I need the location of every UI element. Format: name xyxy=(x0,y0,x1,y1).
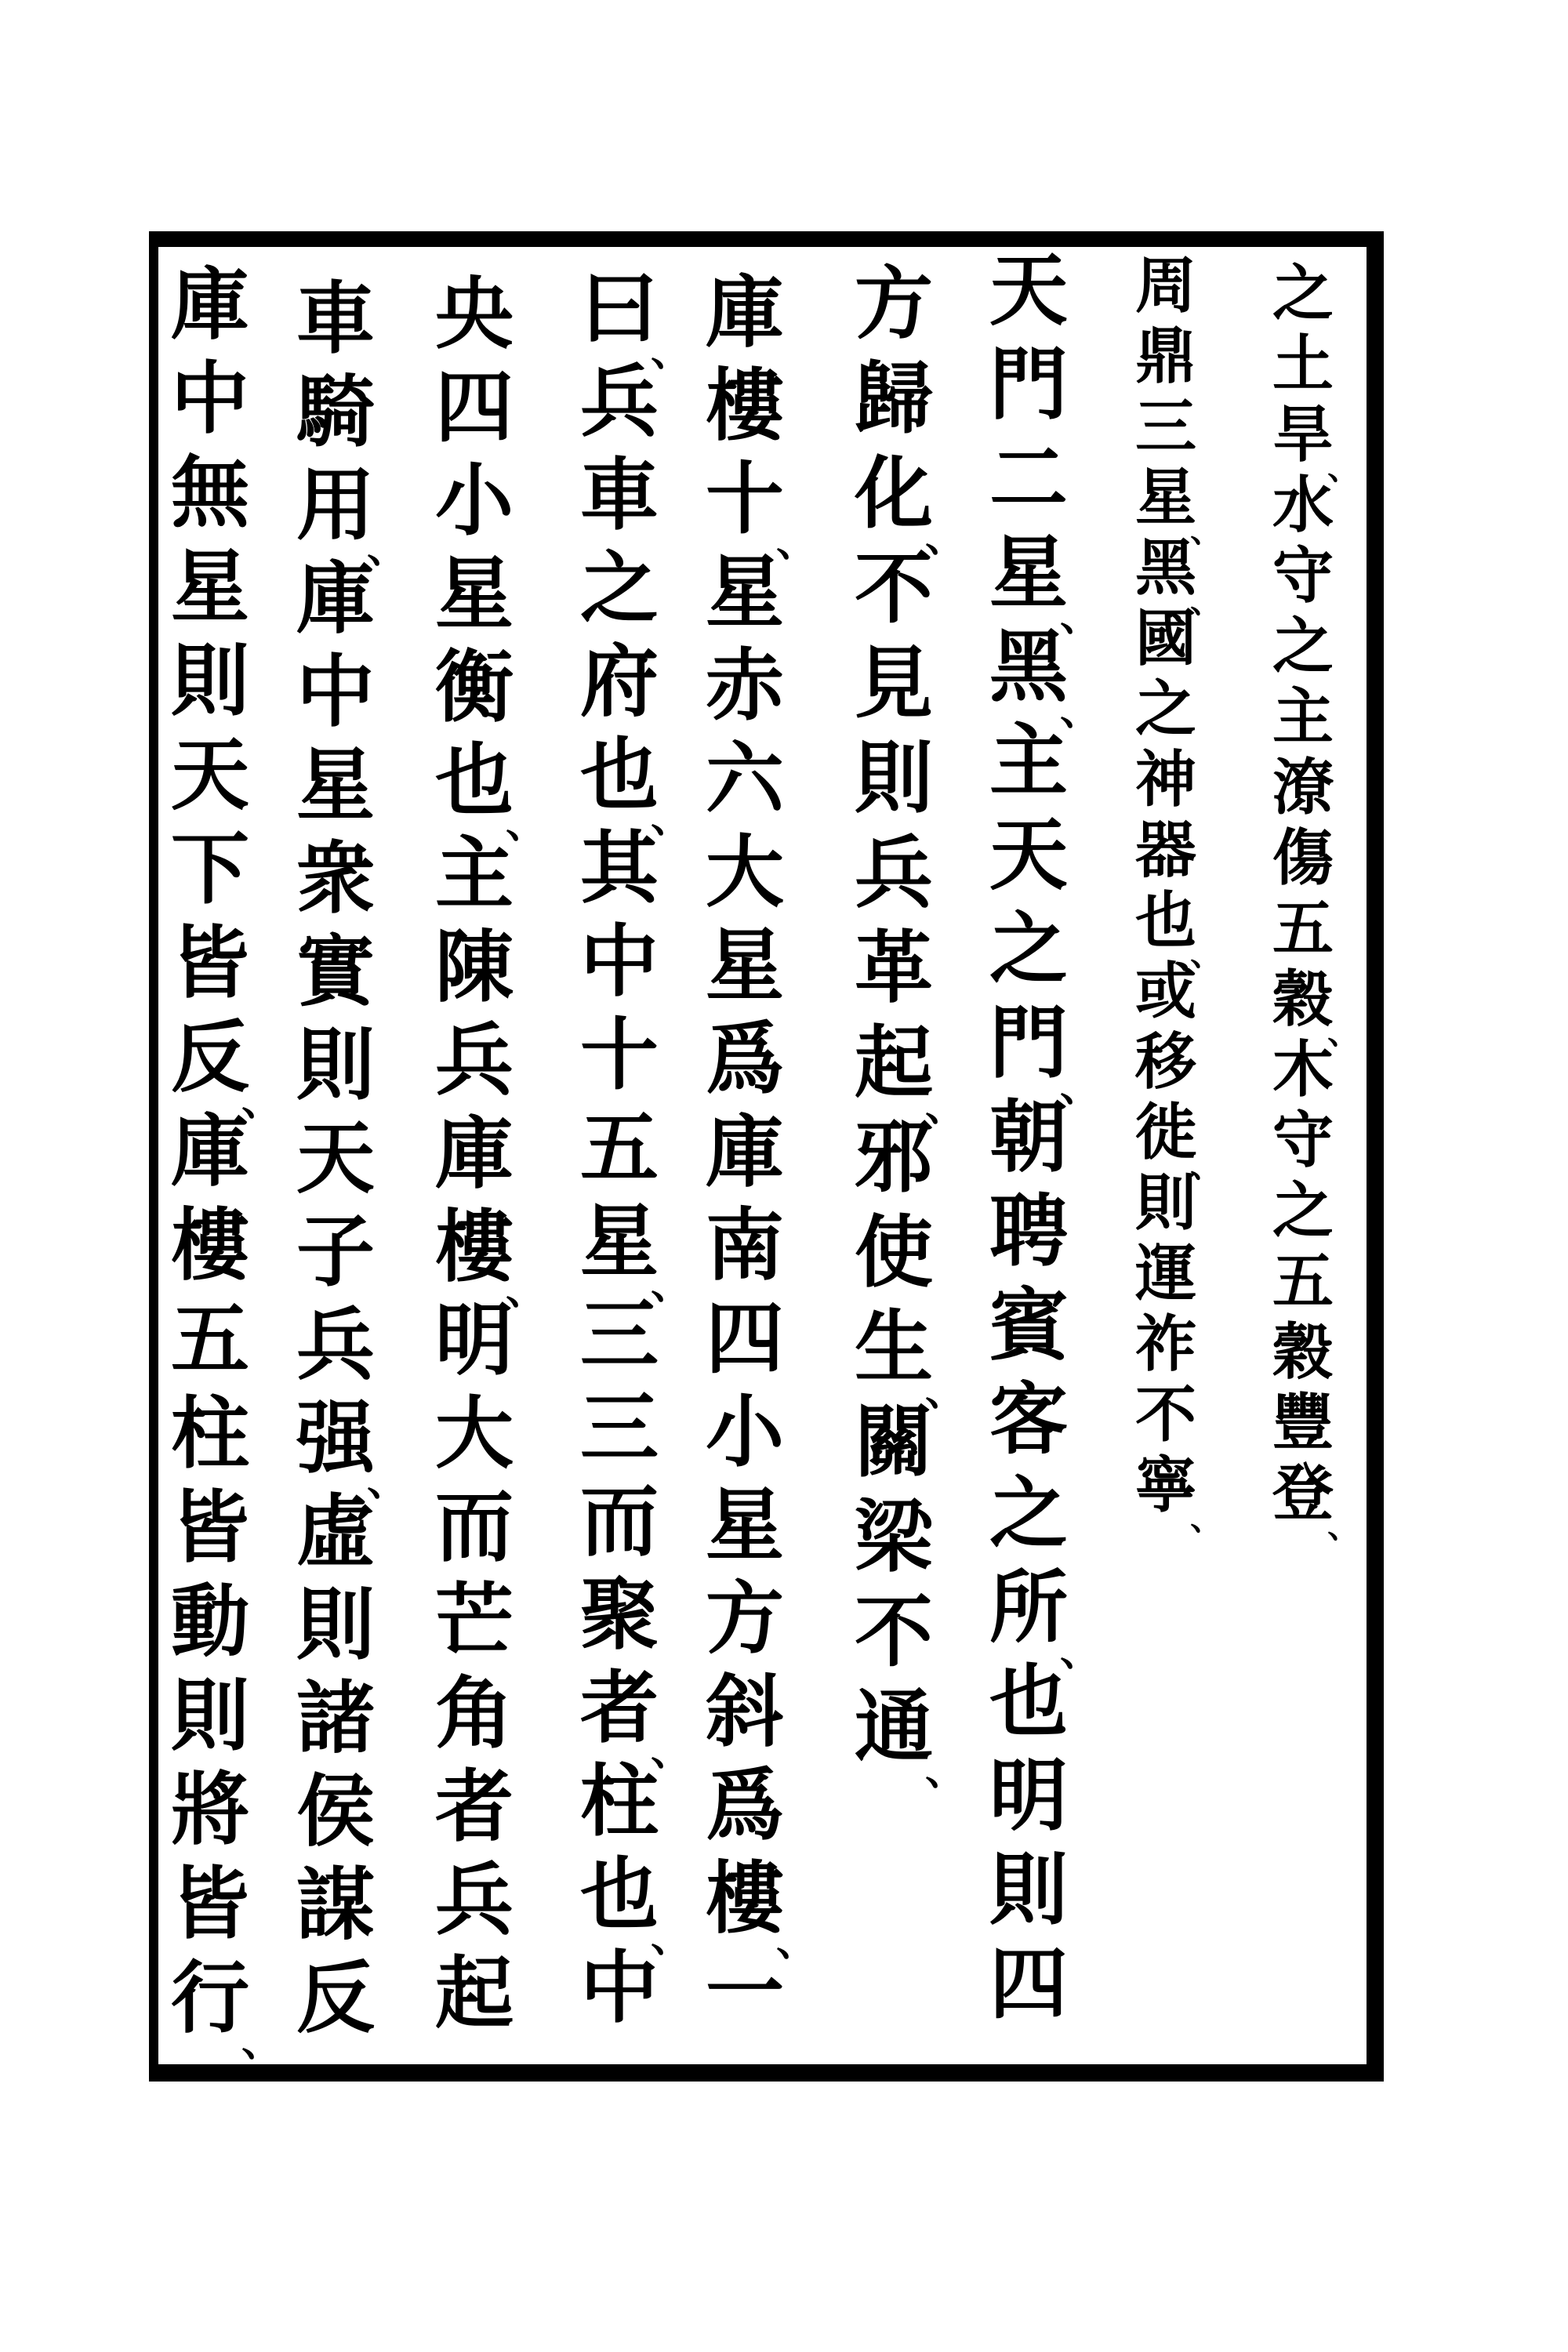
reading-mark: 、 xyxy=(925,516,967,561)
char: 也 xyxy=(435,738,514,825)
char: 子 xyxy=(296,1209,375,1296)
char: 反 xyxy=(171,1014,249,1102)
char: 皆 xyxy=(171,1485,249,1572)
char: 星 xyxy=(989,530,1068,617)
char: 無 xyxy=(171,450,249,537)
char: 守 xyxy=(1272,542,1334,610)
char: 則 xyxy=(296,1582,375,1669)
char: 衆 xyxy=(296,836,375,923)
char: 芒 xyxy=(435,1577,514,1664)
char: 化 xyxy=(855,451,933,538)
char: 則 xyxy=(989,1847,1068,1934)
char: 通 xyxy=(855,1684,933,1771)
char: 朝 xyxy=(989,1094,1068,1181)
char: 諸 xyxy=(296,1675,375,1762)
char: 生 xyxy=(855,1305,933,1392)
char: 庫 xyxy=(706,270,784,357)
char: 則 xyxy=(171,1673,249,1760)
char: 天 xyxy=(989,248,1068,335)
char: 兵 xyxy=(435,1857,514,1944)
char: 四 xyxy=(435,365,514,452)
reading-mark: 、 xyxy=(506,802,547,847)
char: 主 xyxy=(1272,683,1334,751)
char: 兵 xyxy=(855,830,933,917)
char: 則 xyxy=(855,735,933,822)
char: 赤 xyxy=(706,643,784,730)
char: 神 xyxy=(1134,746,1196,814)
char: 反 xyxy=(296,1955,375,2042)
char: 運 xyxy=(1134,1240,1196,1308)
char: 聚 xyxy=(580,1572,659,1659)
char: 曰 xyxy=(580,266,659,353)
char: 虛 xyxy=(296,1489,375,1576)
char: 謀 xyxy=(296,1862,375,1949)
char: 穀 xyxy=(1272,1318,1334,1386)
char: 登 xyxy=(1272,1459,1334,1527)
reading-mark: 、 xyxy=(1060,595,1102,640)
char: 三 xyxy=(1134,393,1196,461)
char: 中 xyxy=(296,649,375,736)
reading-mark: 、 xyxy=(1190,583,1223,619)
char: 小 xyxy=(706,1389,784,1476)
char: 主 xyxy=(435,831,514,918)
char: 下 xyxy=(171,826,249,913)
char: 中 xyxy=(580,919,659,1006)
char: 潦 xyxy=(1272,753,1334,822)
char: 之 xyxy=(1272,260,1334,328)
reading-mark: 、 xyxy=(651,1916,692,1961)
char: 明 xyxy=(989,1753,1068,1840)
char: 者 xyxy=(580,1665,659,1752)
char: 星 xyxy=(706,1483,784,1570)
char: 所 xyxy=(989,1565,1068,1652)
char: 庫 xyxy=(706,1109,784,1196)
text-column-5 xyxy=(696,267,818,2039)
char: 强 xyxy=(296,1396,375,1483)
char: 中 xyxy=(580,1945,659,2032)
char: 木 xyxy=(1272,1036,1334,1104)
char: 天 xyxy=(296,1116,375,1203)
char: 方 xyxy=(706,1576,784,1663)
char: 小 xyxy=(435,458,514,545)
char: 柱 xyxy=(580,1759,659,1846)
char: 衡 xyxy=(435,644,514,731)
char: 梁 xyxy=(855,1494,933,1581)
char: 豐 xyxy=(1272,1388,1334,1457)
char: 星 xyxy=(706,923,784,1010)
char: 關 xyxy=(855,1399,933,1486)
char: 四 xyxy=(989,1941,1068,2028)
reading-mark: 、 xyxy=(925,1749,967,1794)
char: 門 xyxy=(989,342,1068,429)
char: 明 xyxy=(435,1298,514,1385)
char: 星 xyxy=(580,1199,659,1286)
reading-mark: 、 xyxy=(1327,449,1360,486)
char: 兵 xyxy=(296,1302,375,1389)
char: 祚 xyxy=(1134,1310,1196,1378)
char: 實 xyxy=(296,929,375,1016)
char: 車 xyxy=(296,276,375,363)
char: 星 xyxy=(1134,463,1196,532)
text-column-4 xyxy=(845,257,967,1794)
char: 不 xyxy=(1134,1381,1196,1449)
char: 門 xyxy=(989,1000,1068,1087)
reading-mark: 、 xyxy=(1190,1147,1223,1184)
char: 樓 xyxy=(706,1856,784,1943)
char: 天 xyxy=(989,812,1068,899)
char: 皆 xyxy=(171,1861,249,1948)
char: 不 xyxy=(855,1589,933,1676)
reading-mark: 、 xyxy=(1190,935,1223,972)
char: 方 xyxy=(855,261,933,348)
reading-mark: 、 xyxy=(367,527,408,572)
char: 革 xyxy=(855,925,933,1012)
char: 黑 xyxy=(1134,534,1196,602)
char: 傷 xyxy=(1272,824,1334,892)
char: 不 xyxy=(855,546,933,633)
char: 車 xyxy=(580,452,659,539)
char: 也 xyxy=(989,1659,1068,1746)
char: 或 xyxy=(1134,957,1196,1025)
reading-mark: 、 xyxy=(241,2020,283,2065)
char: 之 xyxy=(1272,612,1334,681)
char: 移 xyxy=(1134,1028,1196,1096)
char: 土 xyxy=(1272,330,1334,398)
char: 五 xyxy=(580,1105,659,1192)
char: 五 xyxy=(1272,895,1334,963)
char: 賓 xyxy=(989,1283,1068,1370)
text-column-3 xyxy=(980,245,1102,2032)
char: 樓 xyxy=(171,1203,249,1290)
text-column-9 xyxy=(162,259,283,2065)
char: 之 xyxy=(1134,675,1196,743)
char: 中 xyxy=(171,356,249,443)
reading-mark: 、 xyxy=(241,1080,283,1124)
char: 兵 xyxy=(435,1018,514,1105)
char: 十 xyxy=(706,456,784,543)
char: 斜 xyxy=(706,1669,784,1756)
reading-mark: 、 xyxy=(925,1370,967,1414)
text-column-6 xyxy=(571,263,692,2035)
reading-mark: 、 xyxy=(1327,1508,1360,1544)
char: 主 xyxy=(989,718,1068,805)
text-column-1 xyxy=(1265,259,1360,1544)
reading-mark: 、 xyxy=(1060,1630,1102,1675)
reading-mark: 、 xyxy=(1060,1065,1102,1110)
char: 六 xyxy=(706,736,784,823)
char: 黑 xyxy=(989,624,1068,711)
char: 爲 xyxy=(706,1762,784,1849)
char: 二 xyxy=(989,436,1068,523)
char: 周 xyxy=(1134,252,1196,320)
char: 南 xyxy=(706,1203,784,1290)
char: 寧 xyxy=(1134,1451,1196,1519)
reading-mark: 、 xyxy=(367,1460,408,1504)
char: 一 xyxy=(706,1949,784,2036)
reading-mark: 、 xyxy=(1190,512,1223,549)
char: 柱 xyxy=(171,1391,249,1478)
char: 行 xyxy=(171,1955,249,2042)
char: 之 xyxy=(989,1471,1068,1558)
char: 則 xyxy=(296,1022,375,1109)
char: 五 xyxy=(1272,1247,1334,1316)
char: 器 xyxy=(1134,816,1196,884)
text-column-7 xyxy=(426,268,547,2041)
char: 而 xyxy=(580,1479,659,1566)
char: 用 xyxy=(296,463,375,550)
char: 邪 xyxy=(855,1115,933,1202)
reading-mark: 、 xyxy=(776,521,818,565)
char: 起 xyxy=(855,1020,933,1107)
char: 大 xyxy=(706,829,784,916)
char: 見 xyxy=(855,641,933,728)
char: 聘 xyxy=(989,1189,1068,1276)
char: 央 xyxy=(435,271,514,358)
char: 鼎 xyxy=(1134,322,1196,390)
char: 而 xyxy=(435,1484,514,1571)
char: 則 xyxy=(171,638,249,725)
char: 爲 xyxy=(706,1016,784,1103)
char: 庫 xyxy=(296,556,375,643)
char: 也 xyxy=(580,732,659,819)
char: 水 xyxy=(1272,471,1334,539)
char: 五 xyxy=(171,1297,249,1384)
char: 皆 xyxy=(171,920,249,1007)
char: 陳 xyxy=(435,924,514,1011)
reading-mark: 、 xyxy=(651,330,692,375)
char: 將 xyxy=(171,1767,249,1854)
reading-mark: 、 xyxy=(1327,1014,1360,1051)
char: 也 xyxy=(580,1852,659,1939)
char: 其 xyxy=(580,826,659,913)
char: 則 xyxy=(1134,1169,1196,1237)
char: 起 xyxy=(435,1951,514,2038)
char: 星 xyxy=(171,544,249,631)
char: 騎 xyxy=(296,369,375,456)
char: 穀 xyxy=(1272,965,1334,1033)
text-column-2 xyxy=(1128,251,1223,1537)
reading-mark: 、 xyxy=(776,1920,818,1965)
char: 樓 xyxy=(435,1204,514,1291)
char: 兵 xyxy=(580,359,659,446)
char: 星 xyxy=(296,742,375,829)
char: 歸 xyxy=(855,356,933,443)
char: 大 xyxy=(435,1391,514,1478)
char: 徙 xyxy=(1134,1098,1196,1167)
text-column-8 xyxy=(287,273,408,2045)
reading-mark: 、 xyxy=(651,797,692,841)
char: 之 xyxy=(1272,1177,1334,1245)
char: 者 xyxy=(435,1764,514,1851)
char: 旱 xyxy=(1272,401,1334,469)
char: 庫 xyxy=(171,1109,249,1196)
char: 四 xyxy=(706,1296,784,1383)
char: 國 xyxy=(1134,604,1196,673)
char: 使 xyxy=(855,1210,933,1297)
char: 星 xyxy=(706,550,784,637)
reading-mark: 、 xyxy=(651,1730,692,1774)
char: 客 xyxy=(989,1377,1068,1464)
reading-mark: 、 xyxy=(925,1085,967,1130)
char: 星 xyxy=(435,551,514,638)
reading-mark: 、 xyxy=(506,1269,547,1313)
char: 角 xyxy=(435,1671,514,1758)
char: 三 xyxy=(580,1292,659,1379)
reading-mark: 、 xyxy=(1060,689,1102,734)
char: 守 xyxy=(1272,1106,1334,1174)
char: 之 xyxy=(989,906,1068,993)
char: 動 xyxy=(171,1579,249,1666)
reading-mark: 、 xyxy=(1190,1500,1223,1537)
char: 侯 xyxy=(296,1769,375,1856)
char: 三 xyxy=(580,1385,659,1472)
char: 之 xyxy=(580,546,659,633)
char: 庫 xyxy=(171,262,249,349)
reading-mark: 、 xyxy=(651,1263,692,1308)
char: 十 xyxy=(580,1012,659,1099)
char: 天 xyxy=(171,732,249,819)
char: 樓 xyxy=(706,363,784,450)
char: 府 xyxy=(580,639,659,726)
char: 也 xyxy=(1134,887,1196,955)
char: 庫 xyxy=(435,1111,514,1198)
